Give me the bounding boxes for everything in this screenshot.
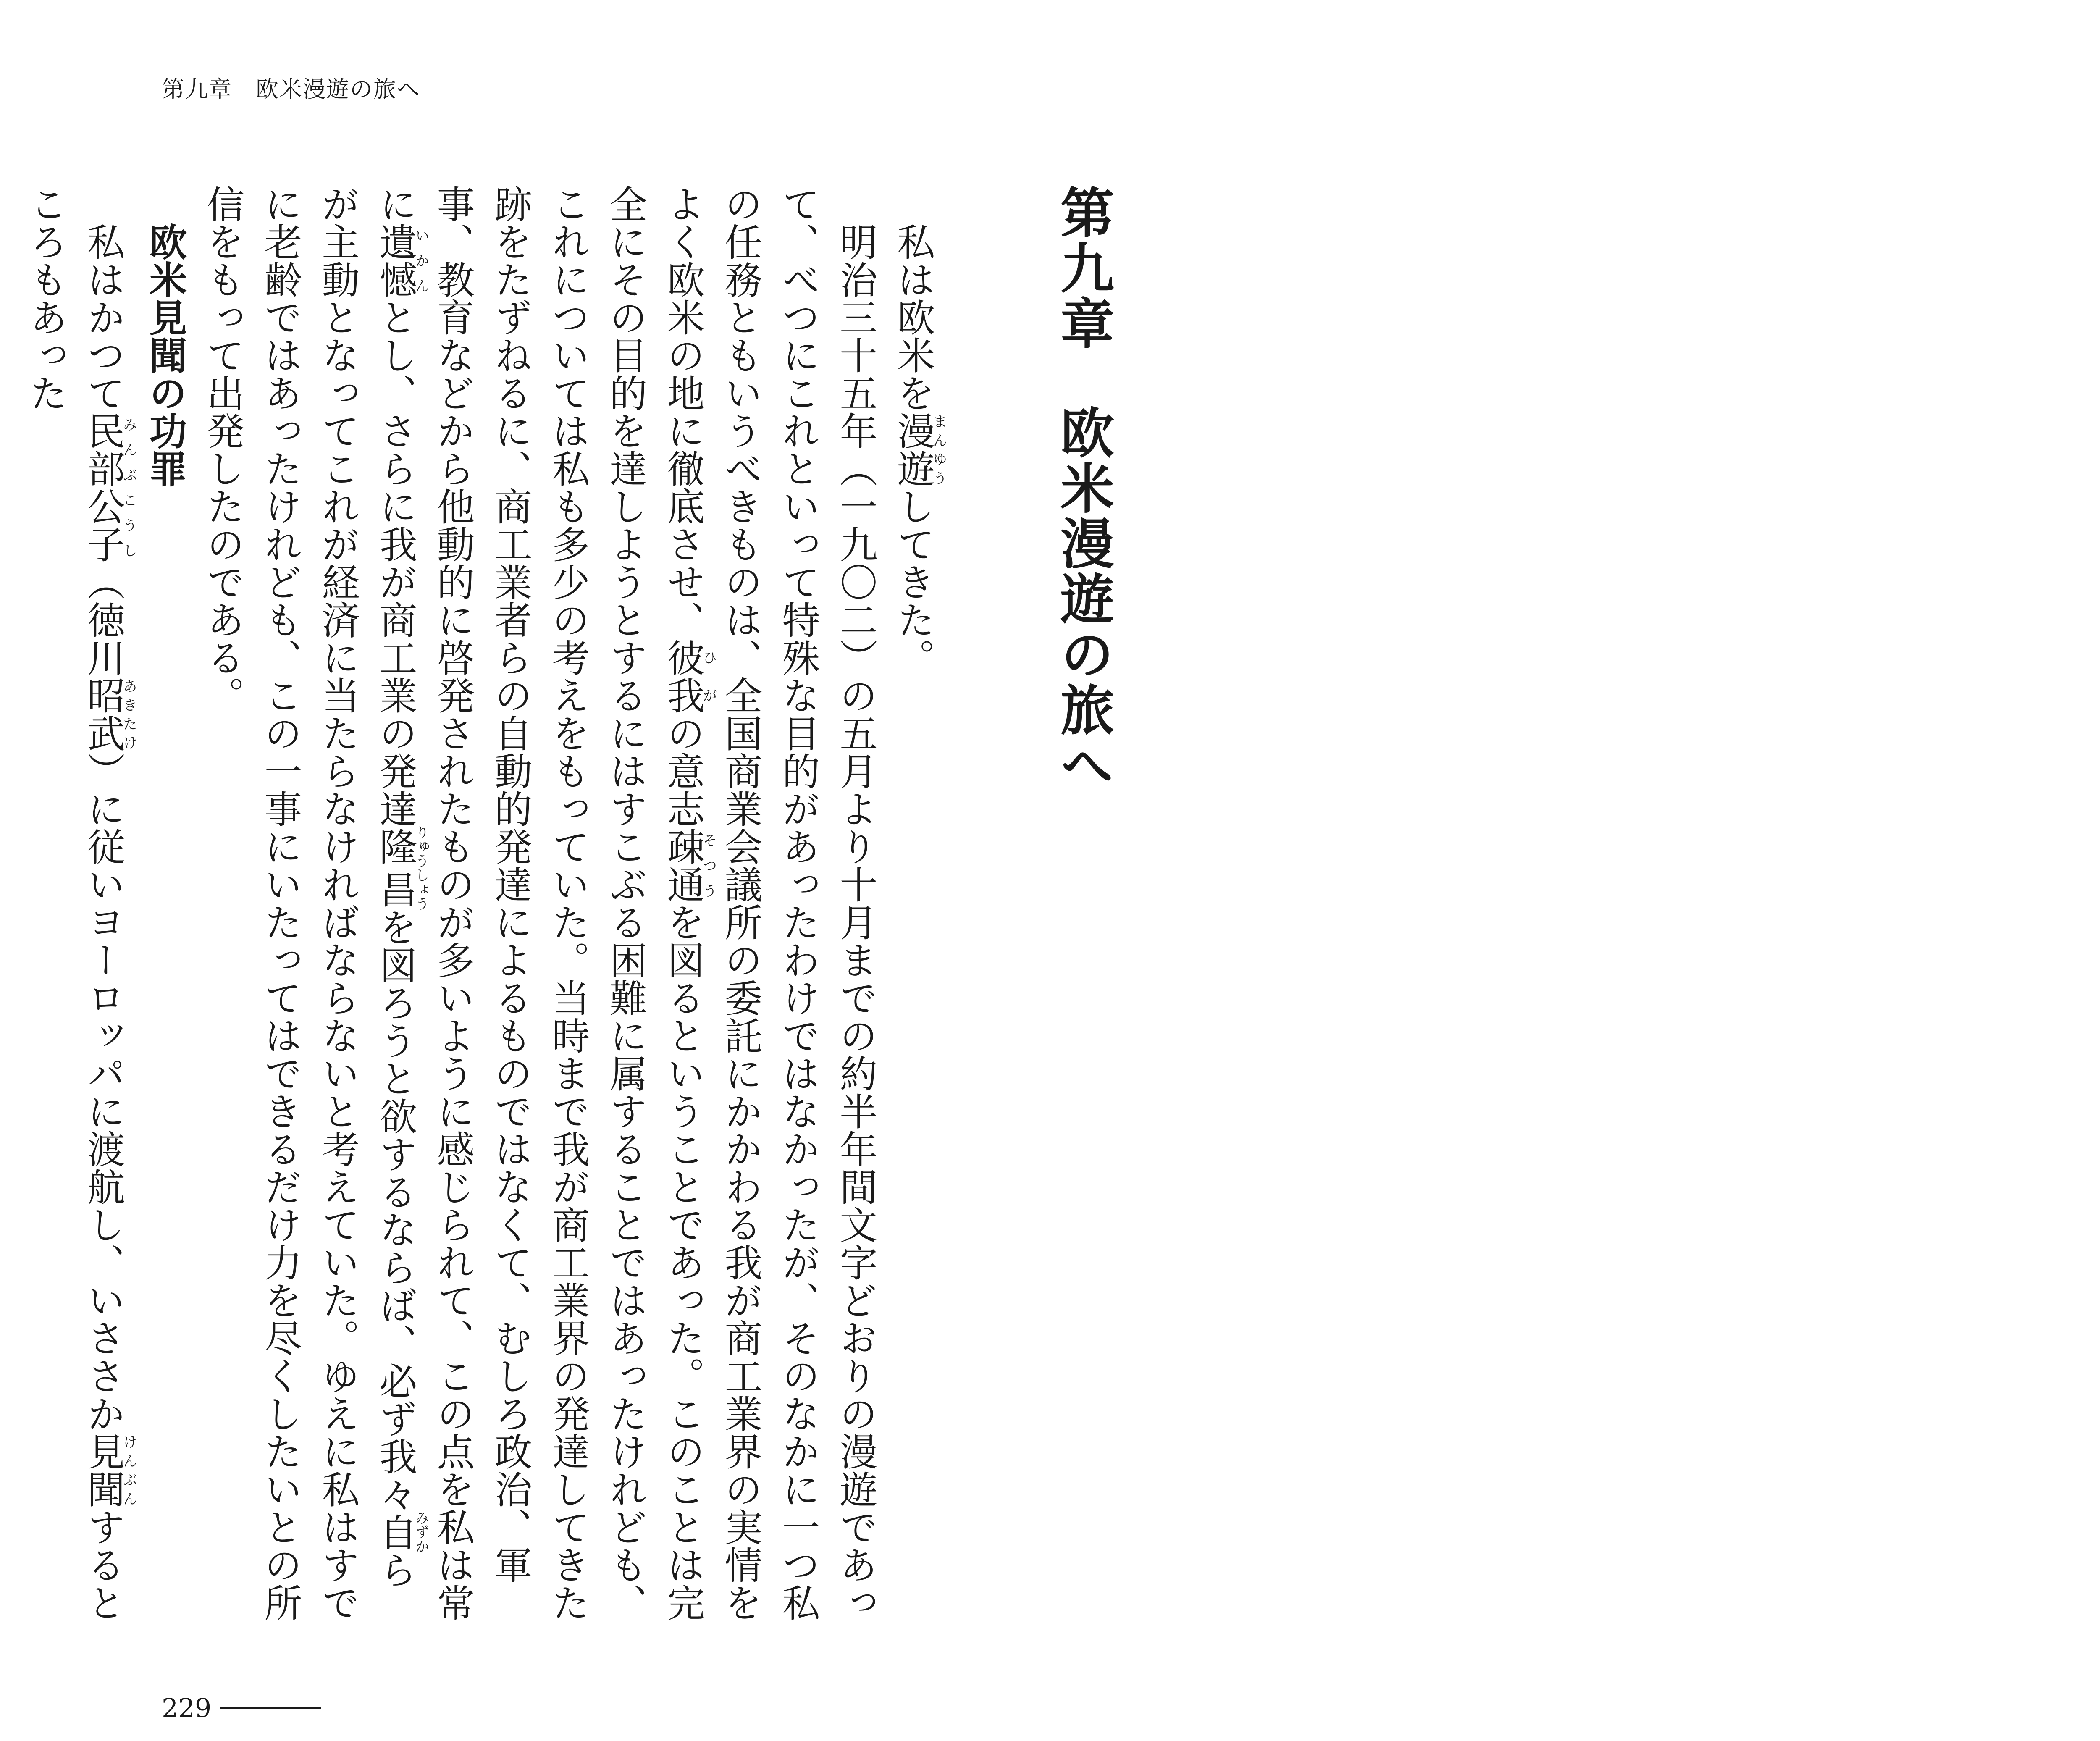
ruby-base: 漫遊 bbox=[890, 412, 935, 487]
ruby-reading: みずか bbox=[412, 1510, 429, 1553]
ruby-base: 疎通 bbox=[660, 827, 705, 903]
text-run: らが主動となってこれが経済に当たらなければならないと考えていた。ゆえに私はすでに老齢ではあったけれども、この一事にいたってはできるだけ力を尽くしたいとの所信をもって出発したのである。 bbox=[200, 185, 417, 1621]
ruby-reading: あきたけ bbox=[120, 676, 137, 752]
chapter-number: 第九章 bbox=[1051, 185, 1114, 351]
text-run: とし、さらに我が商工業の発達 bbox=[373, 298, 417, 827]
chapter-title bbox=[1042, 185, 1123, 1621]
text-run: ）に従いヨーロッパに渡航し、いささか bbox=[81, 752, 125, 1432]
ruby-base: 昭武 bbox=[81, 676, 125, 752]
paragraph-2 bbox=[194, 185, 884, 1621]
ruby-higa bbox=[660, 638, 717, 714]
ruby-base: 遺憾 bbox=[373, 223, 417, 298]
text-run: 明治三十五年（一九〇二）の五月より十月までの約半年間文字どおりの漫遊であって、べつにこれといって特殊な目的があったわけではなかったが、そのなかに一つ私の任務ともいうべきものは、全国商業会議所の委託にかかわる我が商工業界の実情をよく欧米の地に徹底させ、 bbox=[660, 185, 877, 1621]
ruby-kenbun bbox=[81, 1432, 137, 1508]
ruby-reading: りゅうしょう bbox=[412, 825, 429, 911]
ruby-akitake bbox=[81, 676, 137, 752]
ruby-reading: まんゆう bbox=[930, 412, 947, 487]
ruby-manyu bbox=[890, 412, 947, 487]
ruby-mizuka bbox=[373, 1510, 429, 1553]
ruby-base: 民部公子 bbox=[81, 412, 125, 563]
ruby-reading: いかん bbox=[412, 223, 429, 298]
paragraph-1 bbox=[884, 185, 946, 1621]
ruby-sotsu bbox=[660, 827, 717, 903]
text-run: を図ろうと欲するならば、必ず我々 bbox=[373, 908, 417, 1513]
text-run: の意志 bbox=[660, 714, 705, 827]
ruby-base: 見聞 bbox=[81, 1432, 125, 1508]
ruby-base: 彼我 bbox=[660, 638, 705, 714]
page-number: 229 bbox=[162, 1693, 212, 1723]
ruby-reading: ひが bbox=[700, 638, 717, 714]
vertical-text-block bbox=[16, 185, 1123, 1621]
running-head: 第九章 欧米漫遊の旅へ bbox=[162, 76, 420, 102]
ruby-reading: けんぶん bbox=[120, 1432, 137, 1508]
text-run: 私はかつて bbox=[81, 223, 125, 412]
chapter-name: 欧米漫遊の旅へ bbox=[1051, 405, 1114, 793]
text-run: （徳川 bbox=[81, 563, 125, 676]
folio-rule bbox=[220, 1707, 321, 1709]
ruby-reading: みんぶこうし bbox=[120, 412, 137, 563]
section-heading: 欧米見聞の功罪 bbox=[142, 223, 187, 487]
ruby-ikan bbox=[373, 223, 429, 298]
page-folio bbox=[162, 1693, 321, 1723]
ruby-base: 自 bbox=[373, 1510, 417, 1553]
text-run: してきた。 bbox=[890, 487, 935, 676]
ruby-base: 隆昌 bbox=[373, 825, 417, 911]
ruby-ryusho bbox=[373, 825, 429, 911]
text-run: するところもあった bbox=[23, 185, 125, 1621]
paragraph-3 bbox=[16, 185, 136, 1621]
text-run: 私は欧米を bbox=[890, 223, 935, 412]
ruby-reading: そつう bbox=[700, 827, 717, 903]
text-run: を図るということであった。このことは完全にその目的を達しようとするにはすこぶる困難に属することではあったけれども、これについては私も多少の考えをもっていた。当時まで我が商工業界の発達してきた跡をたずねるに、商工業者らの自動的発達によるものではなくて、むしろ政治、軍事、教育などから他動的に啓発されたものが多いように感じられて、この点を私は常に bbox=[373, 185, 705, 1621]
ruby-minbukoushi bbox=[81, 412, 137, 563]
